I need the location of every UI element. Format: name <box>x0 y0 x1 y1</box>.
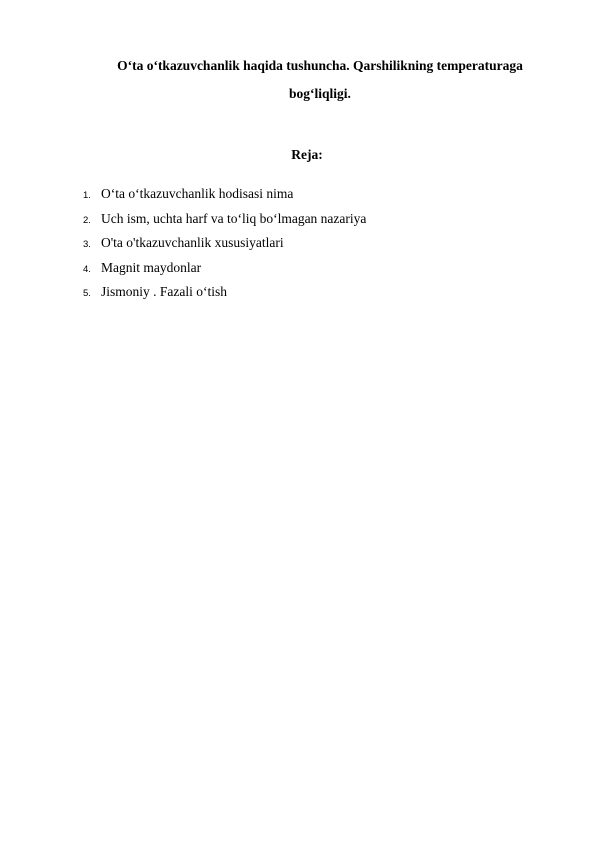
list-item-text: Jismoniy . Fazali o‘tish <box>101 284 227 299</box>
document-title <box>90 52 550 108</box>
list-item-text: O‘ta o‘tkazuvchanlik hodisasi nima <box>101 186 294 201</box>
plan-heading: Reja: <box>291 147 323 162</box>
list-item-number: 5. <box>83 288 91 299</box>
title-line-2: bog‘liqligi. <box>289 86 351 101</box>
list-item-text: Magnit maydonlar <box>101 259 202 275</box>
list-item-text: O'ta o'tkazuvchanlik xususiyatlari <box>101 235 284 250</box>
title-line-1: O‘ta o‘tkazuvchanlik haqida tushuncha. Qarshilikning temperaturaga <box>117 58 523 73</box>
list-item-text: Uch ism, uchta harf va to‘liq bo‘lmagan nazariya <box>101 210 367 226</box>
list-item-number: 2. <box>83 214 91 226</box>
list-item-number: 4. <box>83 263 91 275</box>
list-item-number: 1. <box>83 190 91 201</box>
list-item-number: 3. <box>83 239 91 250</box>
